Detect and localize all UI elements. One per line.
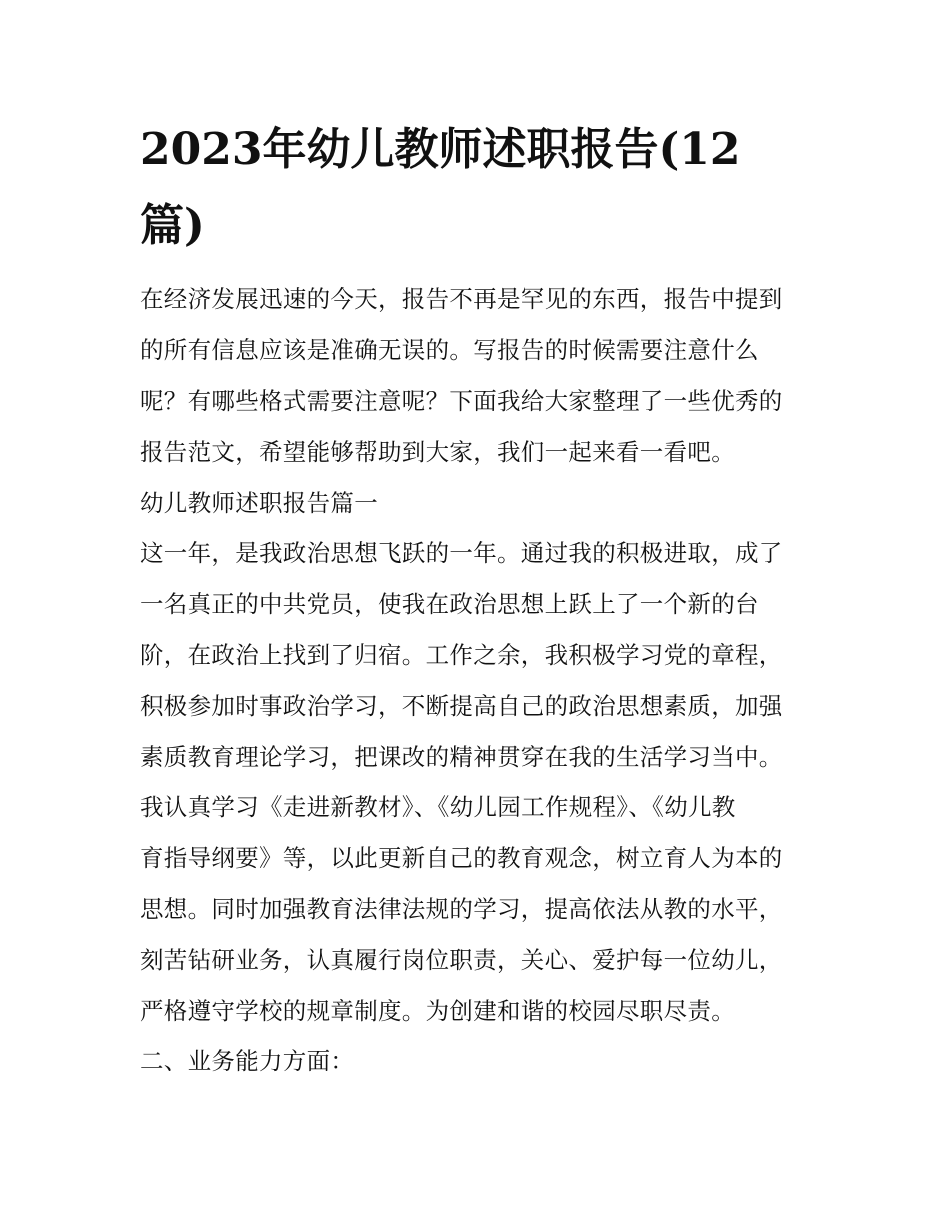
document-title — [140, 112, 820, 264]
section-heading: 幼儿教师述职报告篇一 — [140, 489, 378, 517]
body-line: 阶，在政治上找到了归宿。工作之余，我积极学习党的章程， — [140, 641, 783, 669]
intro-line: 的所有信息应该是准确无误的。写报告的时候需要注意什么 — [140, 336, 759, 364]
body-line: 素质教育理论学习，把课改的精神贯穿在我的生活学习当中。 — [140, 743, 783, 771]
body-line: 育指导纲要》等，以此更新自己的教育观念，树立育人为本的 — [140, 844, 783, 872]
body-line: 我认真学习《走进新教材》、《幼儿园工作规程》、《幼儿教 — [140, 793, 736, 821]
body-line: 严格遵守学校的规章制度。为创建和谐的校园尽职尽责。 — [140, 997, 735, 1025]
body-line: 一名真正的中共党员，使我在政治思想上跃上了一个新的台 — [140, 590, 759, 618]
body-line: 刻苦钻研业务，认真履行岗位职责，关心、爱护每一位幼儿， — [140, 946, 783, 974]
body-line: 思想。同时加强教育法律法规的学习，提高依法从教的水平， — [140, 895, 783, 923]
body-line: 这一年，是我政治思想飞跃的一年。通过我的积极进取，成了 — [140, 539, 783, 567]
body-line: 积极参加时事政治学习，不断提高自己的政治思想素质，加强 — [140, 692, 783, 720]
subheading: 二、业务能力方面： — [140, 1047, 355, 1075]
intro-line: 呢？有哪些格式需要注意呢？下面我给大家整理了一些优秀的 — [140, 387, 783, 415]
title-line: 2023年幼儿教师述职报告(12 — [140, 124, 741, 175]
title-line: 篇) — [140, 200, 205, 251]
intro-line: 在经济发展迅速的今天，报告不再是罕见的东西，报告中提到 — [140, 285, 783, 313]
intro-line: 报告范文，希望能够帮助到大家，我们一起来看一看吧。 — [140, 438, 735, 466]
